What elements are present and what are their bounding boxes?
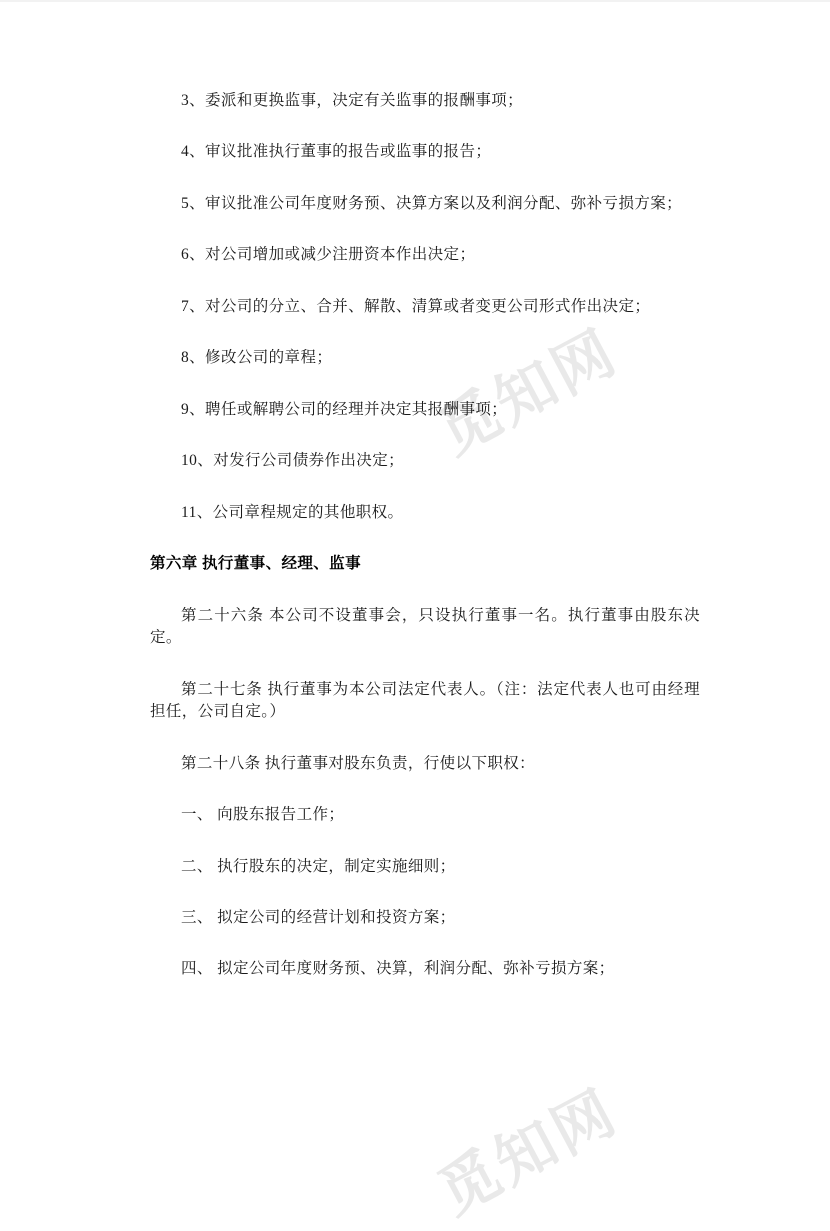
list-item: 一、 向股东报告工作； bbox=[181, 806, 345, 824]
list-item: 10、对发行公司债券作出决定； bbox=[181, 452, 405, 470]
list-item: 三、 拟定公司的经营计划和投资方案； bbox=[181, 908, 456, 926]
list-item: 四、 拟定公司年度财务预、决算，利润分配、弥补亏损方案； bbox=[181, 960, 615, 978]
watermark-bottom: 觅知网 bbox=[428, 1078, 629, 1227]
list-item: 11、公司章程规定的其他职权。 bbox=[181, 503, 404, 521]
list-item: 7、对公司的分立、合并、解散、清算或者变更公司形式作出决定； bbox=[181, 297, 651, 315]
section-heading: 第六章 执行董事、经理、监事 bbox=[150, 555, 361, 573]
list-item: 9、聘任或解聘公司的经理并决定其报酬事项； bbox=[181, 400, 508, 418]
list-item: 5、审议批准公司年度财务预、决算方案以及利润分配、弥补亏损方案； bbox=[181, 194, 683, 212]
list-item: 6、对公司增加或减少注册资本作出决定； bbox=[181, 246, 476, 264]
list-item: 二、 执行股东的决定，制定实施细则； bbox=[181, 857, 456, 875]
document-body bbox=[150, 90, 700, 981]
page-top-edge bbox=[0, 0, 830, 2]
article-paragraph: 第二十六条 本公司不设董事会，只设执行董事一名。执行董事由股东决定。 bbox=[150, 606, 700, 647]
list-item: 8、修改公司的章程； bbox=[181, 349, 333, 367]
list-item: 4、审议批准执行董事的报告或监事的报告； bbox=[181, 143, 492, 161]
watermark-top: 觅知网 bbox=[428, 318, 629, 467]
article-paragraph: 第二十八条 执行董事对股东负责，行使以下职权： bbox=[181, 754, 536, 772]
article-paragraph: 第二十七条 执行董事为本公司法定代表人。（注：法定代表人也可由经理担任，公司自定。） bbox=[150, 680, 700, 721]
list-item: 3、委派和更换监事，决定有关监事的报酬事项； bbox=[181, 92, 524, 109]
